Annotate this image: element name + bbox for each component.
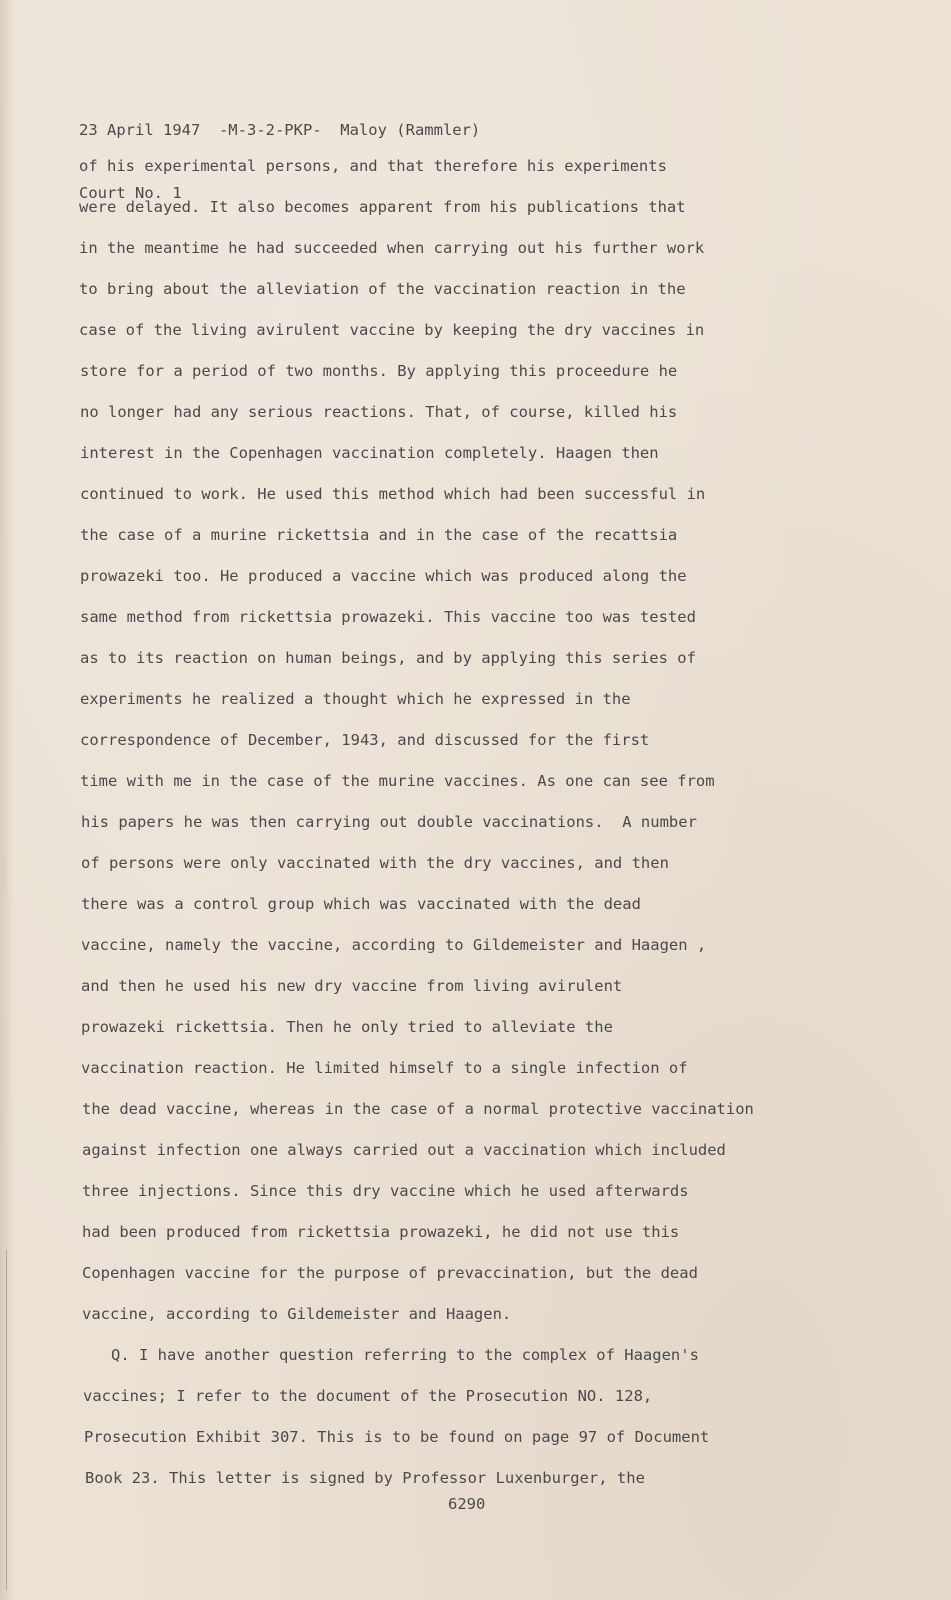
body-line: correspondence of December, 1943, and discussed for the first [80,731,650,749]
body-line: continued to work. He used this method which had been successful in [80,485,706,503]
question-line: Q. I have another question referring to the complex of Haagen's [83,1346,699,1364]
body-line: the dead vaccine, whereas in the case of a normal protective vaccination [82,1100,754,1118]
body-line: the case of a murine rickettsia and in the case of the recattsia [80,526,678,544]
body-line: no longer had any serious reactions. That, of course, killed his [80,403,678,421]
body-line: and then he used his new dry vaccine from living avirulent [81,977,623,995]
body-line: of persons were only vaccinated with the dry vaccines, and then [81,854,669,872]
body-line: store for a period of two months. By applying this proceedure he [80,362,678,380]
page-number: 6290 [448,1495,486,1513]
header-date-line: 23 April 1947 -M-3-2-PKP- Maloy (Rammler) [79,121,481,139]
body-line: three injections. Since this dry vaccine which he used afterwards [82,1182,689,1200]
page-edge-shadow [0,0,14,1600]
body-line: prowazeki rickettsia. Then he only tried to alleviate the [81,1018,613,1036]
body-line: prowazeki too. He produced a vaccine which was produced along the [80,567,687,585]
body-line: vaccine, according to Gildemeister and Haagen. [82,1305,512,1323]
binding-line [6,1250,7,1590]
body-line: vaccination reaction. He limited himself to a single infection of [81,1059,688,1077]
body-line: Prosecution Exhibit 307. This is to be found on page 97 of Document [84,1428,710,1446]
body-line: had been produced from rickettsia prowazeki, he did not use this [82,1223,680,1241]
body-line: his papers he was then carrying out double vaccinations. A number [81,813,697,831]
body-line: same method from rickettsia prowazeki. This vaccine too was tested [80,608,696,626]
body-line: were delayed. It also becomes apparent from his publications that [79,198,686,216]
body-line: time with me in the case of the murine vaccines. As one can see from [80,772,715,790]
body-line: vaccine, namely the vaccine, according to Gildemeister and Haagen , [81,936,707,954]
body-line: Copenhagen vaccine for the purpose of prevaccination, but the dead [82,1264,698,1282]
body-line: case of the living avirulent vaccine by keeping the dry vaccines in [79,321,705,339]
body-line: experiments he realized a thought which he expressed in the [80,690,631,708]
body-line: interest in the Copenhagen vaccination completely. Haagen then [80,444,659,462]
body-line: vaccines; I refer to the document of the Prosecution NO. 128, [83,1387,653,1405]
body-line: to bring about the alleviation of the vaccination reaction in the [79,280,686,298]
body-line: as to its reaction on human beings, and by applying this series of [80,649,696,667]
body-line: Book 23. This letter is signed by Professor Luxenburger, the [85,1469,645,1487]
body-line: against infection one always carried out a vaccination which included [82,1141,726,1159]
body-line: of his experimental persons, and that therefore his experiments [79,157,667,175]
header-court-line: Court No. 1 [79,184,182,202]
body-line: in the meantime he had succeeded when carrying out his further work [79,239,705,257]
body-line: there was a control group which was vaccinated with the dead [81,895,641,913]
